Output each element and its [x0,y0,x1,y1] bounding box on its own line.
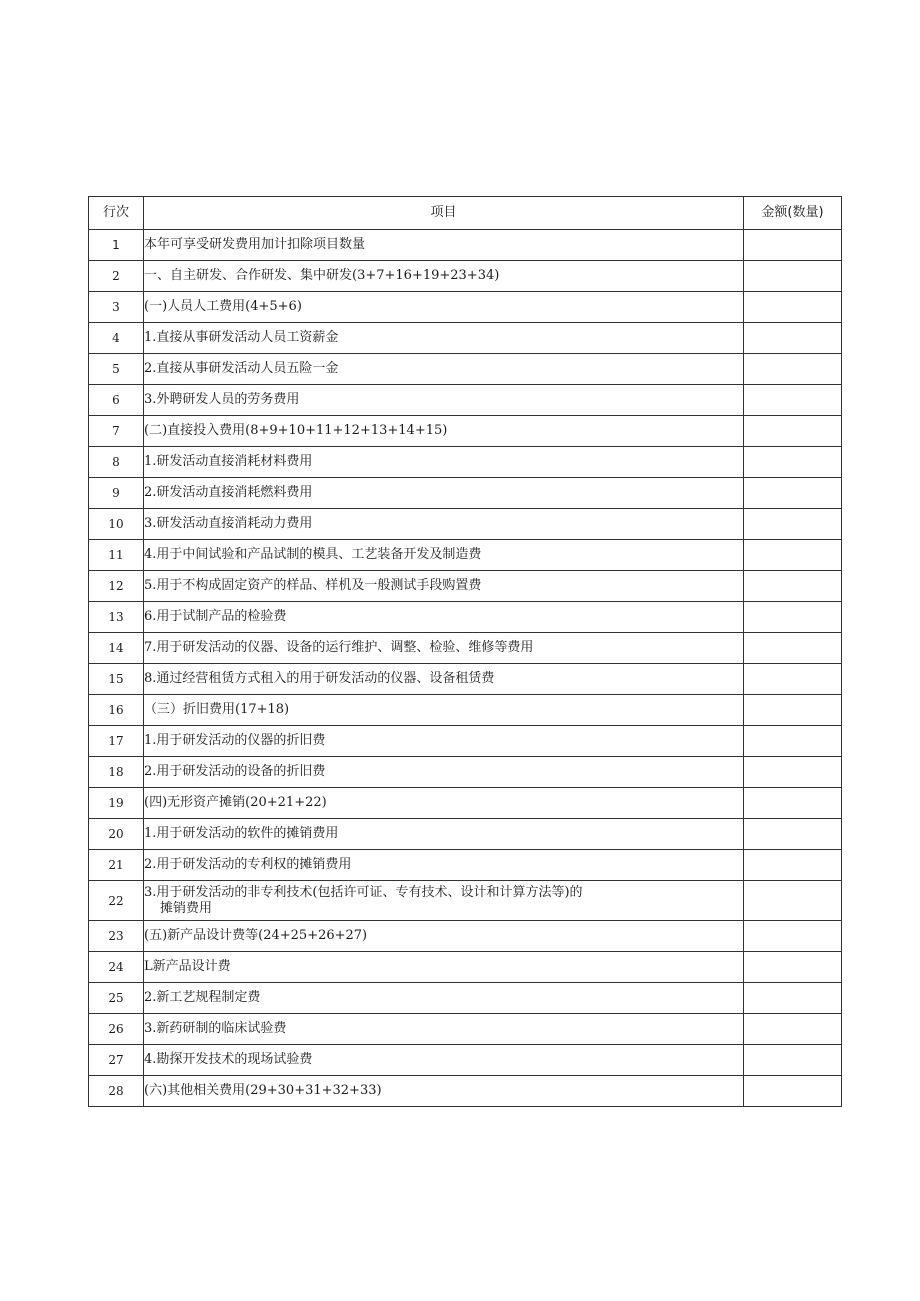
amount-cell[interactable] [744,1014,842,1045]
table-row [89,921,842,952]
table-row [89,983,842,1014]
amount-cell[interactable] [744,416,842,447]
row-number: 17 [89,726,144,757]
row-number: 14 [89,633,144,664]
amount-cell[interactable] [744,726,842,757]
table-row [89,1014,842,1045]
amount-cell[interactable] [744,881,842,921]
row-item: 3.外聘研发人员的劳务费用 [144,385,744,416]
amount-cell[interactable] [744,819,842,850]
table-row [89,633,842,664]
table-row [89,726,842,757]
table-row [89,757,842,788]
table-row [89,540,842,571]
rd-expense-table [88,196,842,1107]
amount-cell[interactable] [744,292,842,323]
amount-cell[interactable] [744,571,842,602]
table-row [89,447,842,478]
row-number: 28 [89,1076,144,1107]
amount-cell[interactable] [744,602,842,633]
header-amount: 金额(数量) [744,197,842,230]
row-item: 1.研发活动直接消耗材料费用 [144,447,744,478]
amount-cell[interactable] [744,695,842,726]
table-row [89,354,842,385]
row-item: 2.新工艺规程制定费 [144,983,744,1014]
row-item: (六)其他相关费用(29+30+31+32+33) [144,1076,744,1107]
row-item: (四)无形资产摊销(20+21+22) [144,788,744,819]
row-number: 2 [89,261,144,292]
row-number: 1 [89,230,144,261]
table-row [89,602,842,633]
table-row [89,819,842,850]
row-item: 2.研发活动直接消耗燃料费用 [144,478,744,509]
amount-cell[interactable] [744,323,842,354]
row-number: 5 [89,354,144,385]
table-row [89,664,842,695]
row-number: 20 [89,819,144,850]
row-number: 27 [89,1045,144,1076]
row-number: 21 [89,850,144,881]
row-item: 1.直接从事研发活动人员工资薪金 [144,323,744,354]
row-item: 1.用于研发活动的仪器的折旧费 [144,726,744,757]
amount-cell[interactable] [744,788,842,819]
row-item: 5.用于不构成固定资产的样品、样机及一般测试手段购置费 [144,571,744,602]
amount-cell[interactable] [744,952,842,983]
row-number: 16 [89,695,144,726]
table-header-row [89,197,842,230]
row-item: 2.用于研发活动的设备的折旧费 [144,757,744,788]
row-number: 7 [89,416,144,447]
amount-cell[interactable] [744,921,842,952]
table-row [89,292,842,323]
row-number: 23 [89,921,144,952]
row-item [144,881,744,921]
row-number: 26 [89,1014,144,1045]
table-row [89,952,842,983]
amount-cell[interactable] [744,261,842,292]
row-item: (五)新产品设计费等(24+25+26+27) [144,921,744,952]
row-item: (二)直接投入费用(8+9+10+11+12+13+14+15) [144,416,744,447]
row-item: 3.新药研制的临床试验费 [144,1014,744,1045]
amount-cell[interactable] [744,385,842,416]
row-item-line: 3.用于研发活动的非专利技术(包括许可证、专有技术、设计和计算方法等)的 [144,884,583,900]
row-number: 8 [89,447,144,478]
row-item: 1.用于研发活动的软件的摊销费用 [144,819,744,850]
header-row-no: 行次 [89,197,144,230]
amount-cell[interactable] [744,230,842,261]
amount-cell[interactable] [744,540,842,571]
row-number: 11 [89,540,144,571]
row-item: 4.勘探开发技术的现场试验费 [144,1045,744,1076]
row-number: 3 [89,292,144,323]
row-number: 9 [89,478,144,509]
row-item: 7.用于研发活动的仪器、设备的运行维护、调整、检验、维修等费用 [144,633,744,664]
row-item: 4.用于中间试验和产品试制的模具、工艺装备开发及制造费 [144,540,744,571]
row-number: 19 [89,788,144,819]
amount-cell[interactable] [744,664,842,695]
amount-cell[interactable] [744,757,842,788]
amount-cell[interactable] [744,983,842,1014]
row-item: 6.用于试制产品的检验费 [144,602,744,633]
row-number: 18 [89,757,144,788]
row-number: 13 [89,602,144,633]
header-item: 项目 [144,197,744,230]
amount-cell[interactable] [744,447,842,478]
row-item: 一、自主研发、合作研发、集中研发(3+7+16+19+23+34) [144,261,744,292]
amount-cell[interactable] [744,850,842,881]
row-item: 2.直接从事研发活动人员五险一金 [144,354,744,385]
table-row [89,261,842,292]
row-number: 15 [89,664,144,695]
row-item: 2.用于研发活动的专利权的摊销费用 [144,850,744,881]
table-row [89,1076,842,1107]
table-row [89,850,842,881]
row-item: 3.研发活动直接消耗动力费用 [144,509,744,540]
row-number: 10 [89,509,144,540]
row-number: 6 [89,385,144,416]
row-item-continuation: 摊销费用 [160,900,213,916]
table-row [89,478,842,509]
row-item: 本年可享受研发费用加计扣除项目数量 [144,230,744,261]
table-row [89,1045,842,1076]
amount-cell[interactable] [744,633,842,664]
table-row [89,695,842,726]
amount-cell[interactable] [744,478,842,509]
row-number: 4 [89,323,144,354]
row-number: 22 [89,881,144,921]
deduction-form-sheet [88,196,841,1107]
row-number: 24 [89,952,144,983]
table-row [89,230,842,261]
row-item: 8.通过经营租赁方式租入的用于研发活动的仪器、设备租赁费 [144,664,744,695]
table-row [89,509,842,540]
amount-cell[interactable] [744,354,842,385]
table-row [89,323,842,354]
table-row [89,416,842,447]
table-row [89,788,842,819]
table-row [89,881,842,921]
row-number: 12 [89,571,144,602]
amount-cell[interactable] [744,1076,842,1107]
row-item: (一)人员人工费用(4+5+6) [144,292,744,323]
amount-cell[interactable] [744,1045,842,1076]
table-row [89,571,842,602]
table-row [89,385,842,416]
amount-cell[interactable] [744,509,842,540]
row-item: L新产品设计费 [144,952,744,983]
row-number: 25 [89,983,144,1014]
row-item: （三）折旧费用(17+18) [144,695,744,726]
